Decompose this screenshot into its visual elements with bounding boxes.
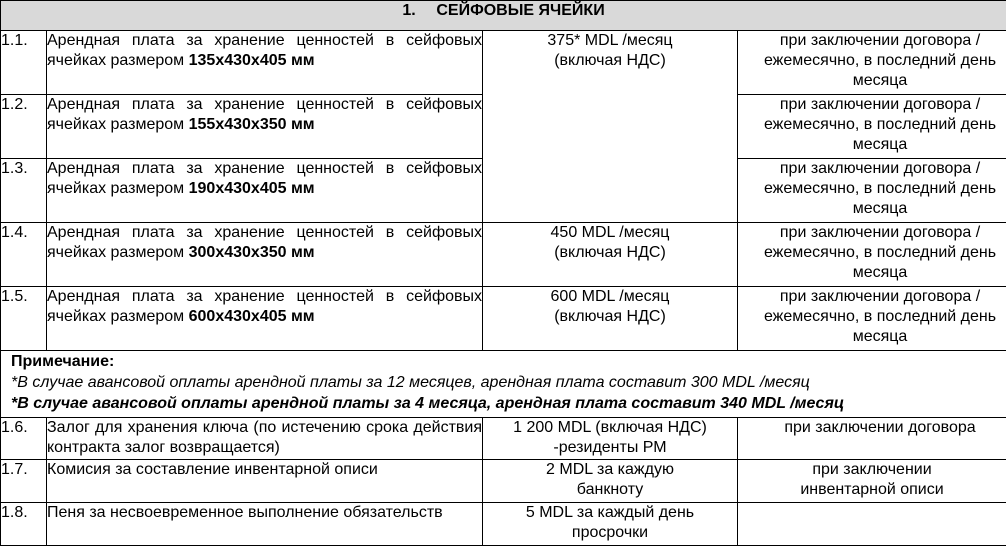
box-size: 155x430x350 мм (189, 116, 315, 133)
terms-text: при заключении договора /ежемесячно, в последний день месяца (738, 159, 1006, 219)
row-number: 1.4. (1, 223, 47, 287)
price-text: 2 MDL за каждую банкноту (483, 460, 737, 500)
row-terms (738, 223, 1006, 287)
box-size: 190x430x405 мм (189, 180, 315, 197)
row-description (47, 95, 483, 159)
row-number: 1.2. (1, 95, 47, 159)
section-number: 1. (402, 1, 436, 21)
terms-text: при заключении инвентарной описи (738, 460, 1006, 500)
row-description: Комисия за составление инвентарной описи (47, 460, 483, 503)
row-price (483, 460, 738, 503)
row-description (47, 159, 483, 223)
row-terms (738, 95, 1006, 159)
terms-text: при заключении договора (738, 418, 1006, 438)
row-terms (738, 31, 1006, 95)
section-header-row (1, 1, 1006, 31)
note-title: Примечание: (11, 351, 1006, 372)
note-row (1, 351, 1006, 418)
row-number: 1.1. (1, 31, 47, 95)
terms-text: при заключении договора /ежемесячно, в последний день месяца (738, 31, 1006, 91)
description-text: Арендная плата за хранение ценностей в сейфовых ячейках размером (47, 96, 482, 133)
shared-price (483, 31, 738, 223)
row-terms (738, 159, 1006, 223)
row-price (483, 503, 738, 546)
row-number: 1.6. (1, 418, 47, 460)
price-text: 5 MDL за каждый день просрочки (483, 503, 737, 543)
description-text: Арендная плата за хранение ценностей в сейфовых ячейках размером (47, 224, 482, 261)
box-size: 135x430x405 мм (189, 52, 315, 69)
row-number: 1.8. (1, 503, 47, 546)
terms-text: при заключении договора /ежемесячно, в последний день месяца (738, 223, 1006, 283)
description-text: Арендная плата за хранение ценностей в сейфовых ячейках размером (47, 288, 482, 325)
row-price (483, 223, 738, 287)
row-description (47, 287, 483, 351)
note-line-12-months: *В случае авансовой оплаты арендной платы за 12 месяцев, арендная плата составит 300 MDL /месяц (11, 372, 1006, 393)
row-number: 1.3. (1, 159, 47, 223)
table-row (1, 31, 1006, 95)
row-description (47, 31, 483, 95)
row-terms (738, 460, 1006, 503)
price-text: 450 MDL /месяц (включая НДС) (483, 223, 737, 263)
price-text: 1 200 MDL (включая НДС) -резиденты РМ (483, 418, 737, 458)
box-size: 300x430x350 мм (189, 244, 315, 261)
row-terms (738, 503, 1006, 546)
terms-text: при заключении договора /ежемесячно, в последний день месяца (738, 95, 1006, 155)
description-text: Арендная плата за хранение ценностей в сейфовых ячейках размером (47, 32, 482, 69)
row-number: 1.5. (1, 287, 47, 351)
row-number: 1.7. (1, 460, 47, 503)
table-row (1, 418, 1006, 460)
row-terms (738, 287, 1006, 351)
table-row (1, 223, 1006, 287)
row-description (47, 223, 483, 287)
row-description: Пеня за несвоевременное выполнение обязательств (47, 503, 483, 546)
table-row (1, 460, 1006, 503)
table-row (1, 503, 1006, 546)
box-size: 600x430x405 мм (189, 308, 315, 325)
table-row (1, 287, 1006, 351)
section-title: СЕЙФОВЫЕ ЯЧЕЙКИ (436, 2, 604, 19)
shared-price-text: 375* MDL /месяц (включая НДС) (483, 31, 737, 71)
terms-text: при заключении договора /ежемесячно, в последний день месяца (738, 287, 1006, 347)
note-cell (1, 351, 1006, 418)
section-header (1, 1, 1006, 31)
price-text: 600 MDL /месяц (включая НДС) (483, 287, 737, 327)
row-price (483, 287, 738, 351)
row-price (483, 418, 738, 460)
row-description: Залог для хранения ключа (по истечению срока действия контракта залог возвращается) (47, 418, 483, 460)
row-terms (738, 418, 1006, 460)
description-text: Арендная плата за хранение ценностей в сейфовых ячейках размером (47, 160, 482, 197)
note-line-4-months: *В случае авансовой оплаты арендной платы за 4 месяца, арендная плата составит 340 MDL /месяц (11, 393, 1006, 414)
